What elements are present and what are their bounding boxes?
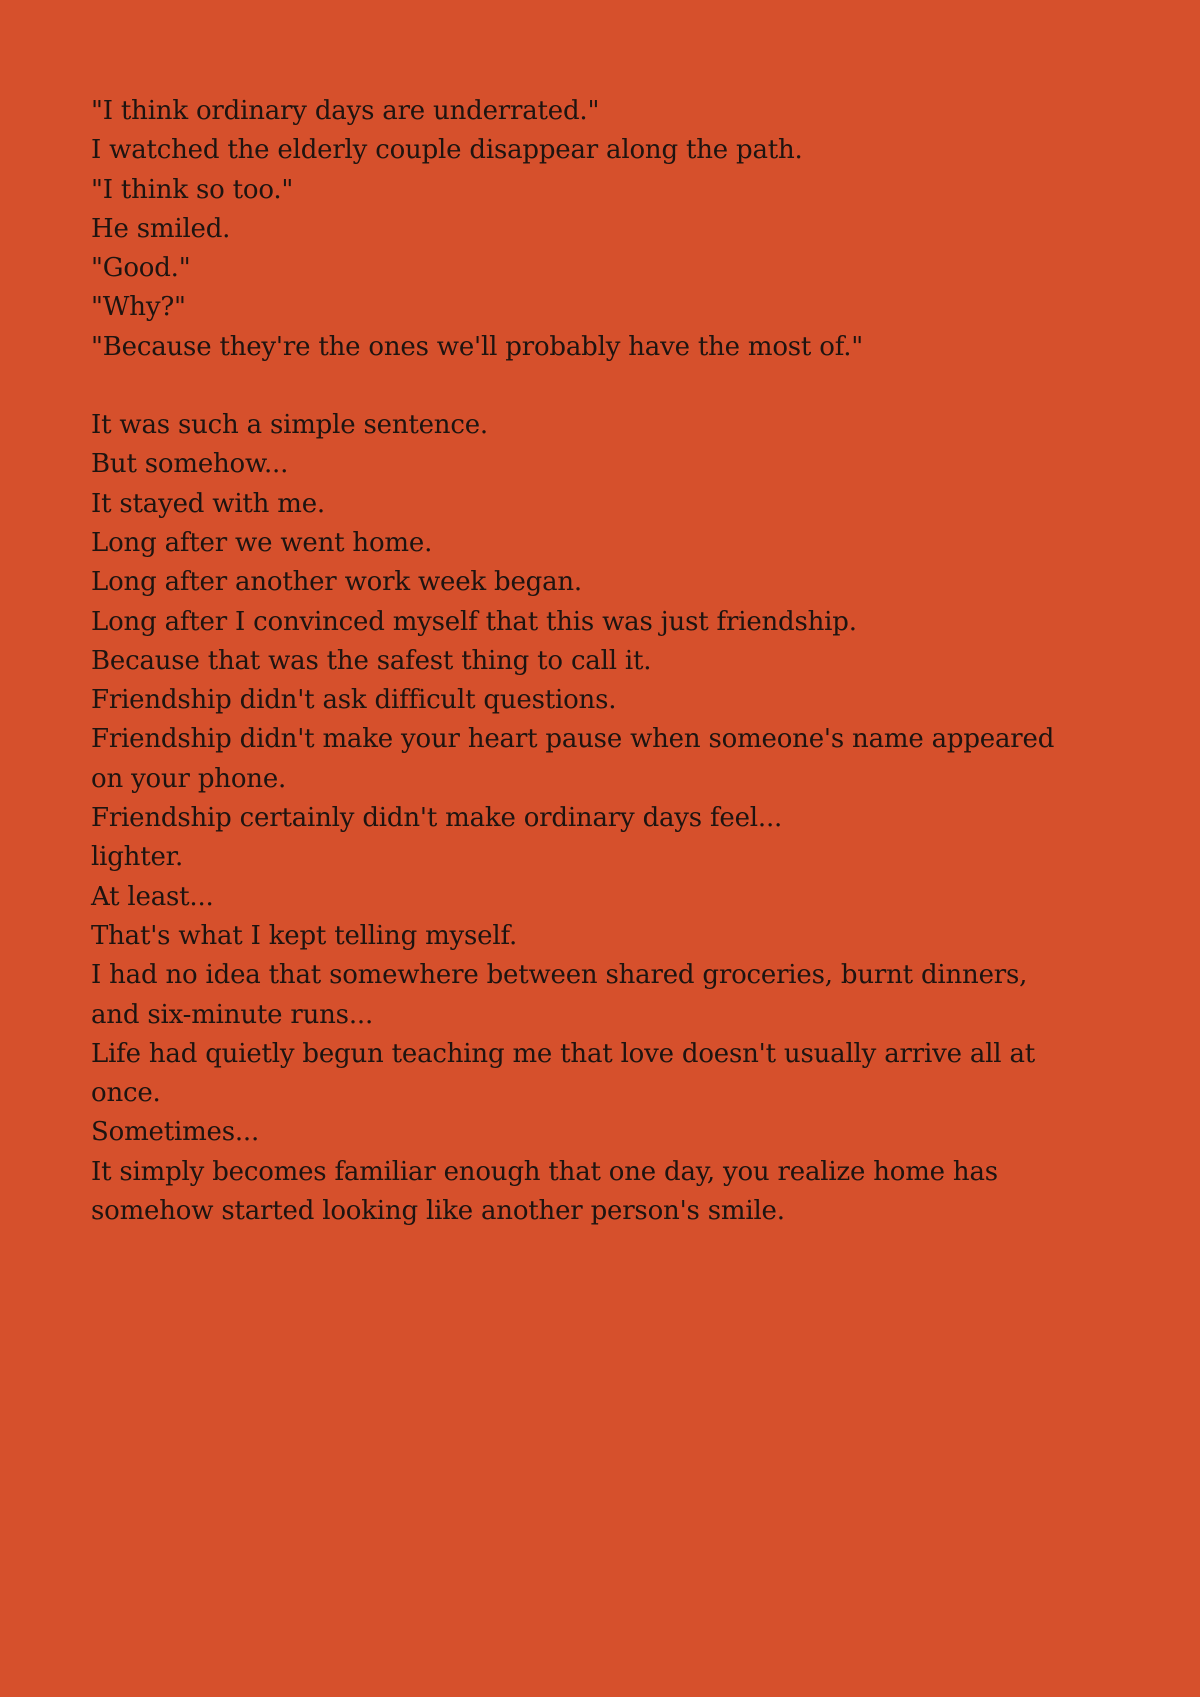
text-line: somehow started looking like another person's smile. xyxy=(91,1196,785,1227)
text-line: Long after another work week began. xyxy=(91,567,582,598)
text-line: Life had quietly begun teaching me that love doesn't usually arrive all at xyxy=(91,1038,1035,1069)
text-line: "Why?" xyxy=(91,292,186,323)
text-line: I had no idea that somewhere between shared groceries, burnt dinners, xyxy=(91,960,1028,991)
text-line: That's what I kept telling myself. xyxy=(91,920,518,951)
text-line: Because that was the safest thing to call it. xyxy=(91,645,652,676)
document-page xyxy=(91,92,1131,1231)
text-line: At least... xyxy=(91,881,214,912)
text-line: It stayed with me. xyxy=(91,488,325,519)
text-line: It simply becomes familiar enough that one day, you realize home has xyxy=(91,1156,998,1187)
text-line: Sometimes... xyxy=(91,1117,260,1148)
text-line: Friendship didn't make your heart pause when someone's name appeared xyxy=(91,724,1055,755)
text-line: "Good." xyxy=(91,253,191,284)
text-line: Friendship certainly didn't make ordinary days feel... xyxy=(91,803,783,834)
text-line: on your phone. xyxy=(91,763,287,794)
text-line: "I think ordinary days are underrated." xyxy=(91,96,600,126)
text-line: Friendship didn't ask difficult questions. xyxy=(91,685,617,716)
text-line: once. xyxy=(91,1078,161,1109)
text-line: "Because they're the ones we'll probably have the most of." xyxy=(91,331,864,362)
paragraph-reflection xyxy=(91,406,1131,1231)
text-line: But somehow... xyxy=(91,449,289,480)
text-line: Long after we went home. xyxy=(91,527,433,558)
text-line: lighter. xyxy=(91,842,184,873)
paragraph-dialogue xyxy=(91,92,1131,367)
text-line: "I think so too." xyxy=(91,174,294,205)
text-line: and six-minute runs... xyxy=(91,999,374,1030)
text-line: I watched the elderly couple disappear along the path. xyxy=(91,135,803,166)
text-line: It was such a simple sentence. xyxy=(91,410,488,441)
text-line: He smiled. xyxy=(91,213,231,244)
text-line: Long after I convinced myself that this was just friendship. xyxy=(91,606,857,637)
